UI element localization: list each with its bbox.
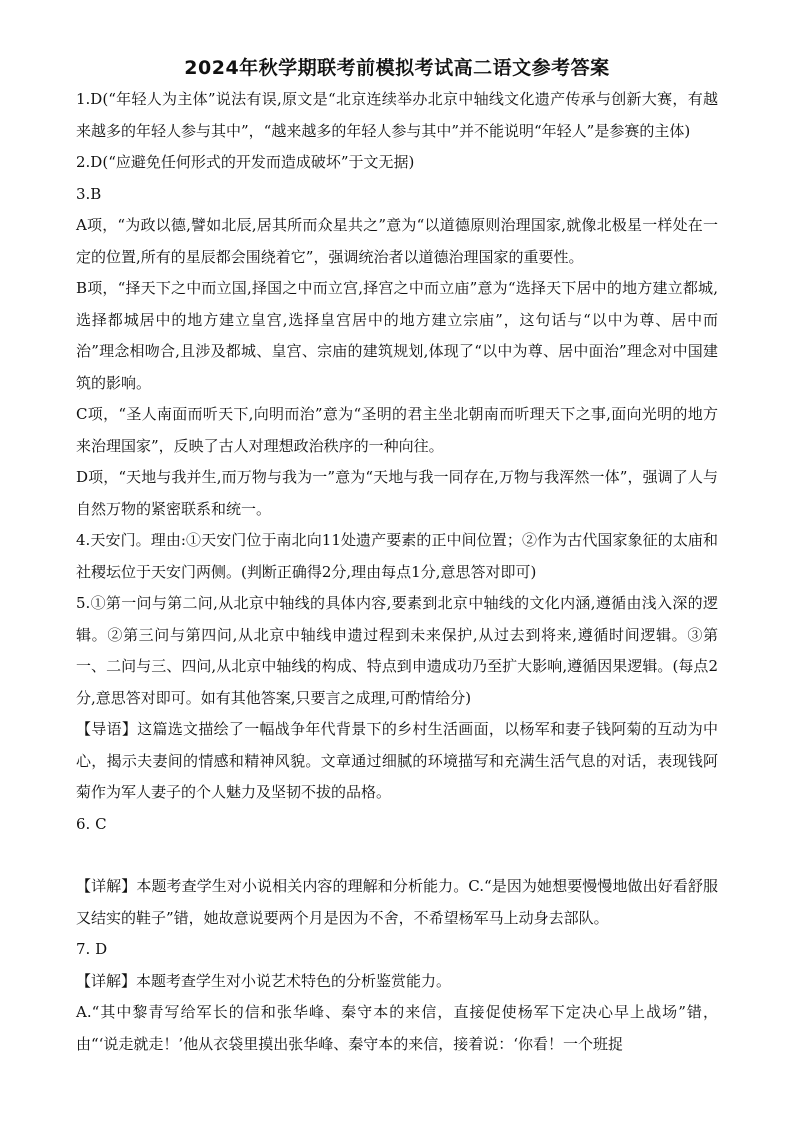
page-title: 2024年秋学期联考前模拟考试高二语文参考答案 (184, 57, 610, 79)
answer-6-explanation: 【详解】本题考查学生对小说相关内容的理解和分析能力。C.“是因为她想要慢慢地做出好看舒服又结实的鞋子”错，她故意说要两个月是因为不舍，不希望杨军马上动身去部队。 (76, 877, 718, 927)
answer-4: 4.天安门。理由:①天安门位于南北向11处遗产要素的正中间位置；②作为古代国家象征的太庙和社稷坛位于天安门两侧。(判断正确得2分,理由每点1分,意思答对即可) (76, 531, 718, 581)
answer-6: 6. C (76, 814, 107, 833)
spacer (76, 840, 718, 871)
answer-7-option-a: A.“其中黎青写给军长的信和张华峰、秦守本的来信，直接促使杨军下定决心早上战场”错，由“‘说走就走！’他从衣袋里摸出张华峰、秦守本的来信，接着说：‘你看！一个班捉 (76, 1003, 718, 1053)
answer-7-explanation: 【详解】本题考查学生对小说艺术特色的分析鉴赏能力。 (76, 971, 452, 990)
answer-3-option-d: D项，“天地与我并生,而万物与我为一”意为“天地与我一同存在,万物与我浑然一体”，强调了人与自然万物的紧密联系和统一。 (76, 468, 718, 518)
answer-3-option-c: C项，“圣人南面而听天下,向明而治”意为“圣明的君主坐北朝南而听理天下之事,面向光明的地方来治理国家”，反映了古人对理想政治秩序的一种向往。 (76, 405, 718, 455)
answer-5: 5.①第一问与第二问,从北京中轴线的具体内容,要素到北京中轴线的文化内涵,遵循由浅入深的逻辑。②第三问与第四问,从北京中轴线申遗过程到未来保护,从过去到将来,遵循时间逻辑。③第一、二问与三、四问,从北京中轴线的构成、特点到申遗成功乃至扩大影响,遵循因果逻辑。(每点2分,意思答对即可。如有其他答案,只要言之成理,可酌情给分) (76, 594, 718, 707)
answer-2: 2.D(“应避免任何形式的开发而造成破坏”于文无据) (76, 153, 415, 171)
answer-7: 7. D (76, 940, 108, 958)
answer-3: 3.B (76, 184, 102, 203)
answer-3-option-b: B项，“择天下之中而立国,择国之中而立宫,择宫之中而立庙”意为“选择天下居中的地方建立都城,选择都城居中的地方建立皇宫,选择皇宫居中的地方建立宗庙”，这句话与“以中为尊、居中而治”理念相吻合,且涉及都城、皇宫、宗庙的建筑规划,体现了“以中为尊、居中面治”理念对中国建筑的影响。 (76, 279, 718, 392)
intro-paragraph: 【导语】这篇选文描绘了一幅战争年代背景下的乡村生活画面，以杨军和妻子钱阿菊的互动为中心，揭示夫妻间的情感和精神风貌。文章通过细腻的环境描写和充满生活气息的对话，表现钱阿菊作为军人妻子的个人魅力及坚韧不拔的品格。 (76, 720, 718, 801)
answer-3-option-a: A项，“为政以德,譬如北辰,居其所而众星共之”意为“以道德原则治理国家,就像北极星一样处在一定的位置,所有的星辰都会围绕着它”，强调统治者以道德治理国家的重要性。 (76, 216, 718, 266)
answer-1: 1.D(“年轻人为主体”说法有误,原文是“北京连续举办北京中轴线文化遗产传承与创新大赛，有越来越多的年轻人参与其中”，“越来越多的年轻人参与其中”并不能说明“年轻人”是参赛的主体) (76, 90, 718, 140)
